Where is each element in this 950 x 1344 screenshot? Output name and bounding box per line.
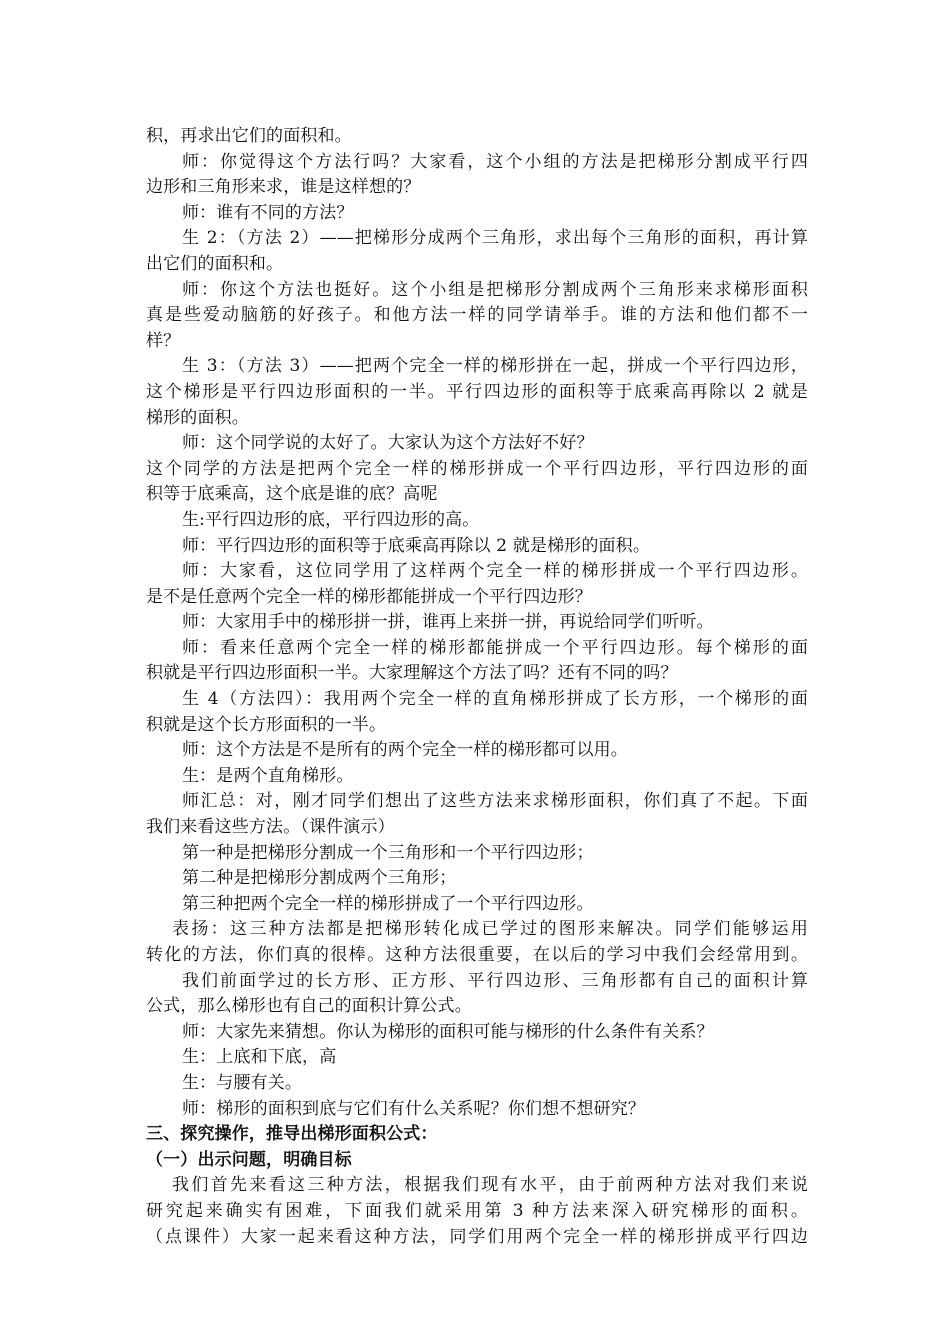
text-line: 样？ [146, 330, 181, 351]
text-line: 我们首先来看这三种方法，根据我们现有水平，由于前两种方法对我们来说 [172, 1175, 808, 1196]
text-line: 师：大家用手中的梯形拼一拼，谁再上来拼一拼，再说给同学们听听。 [182, 612, 714, 633]
text-line: 这个梯形是平行四边形面积的一半。平行四边形的面积等于底乘高再除以 2 就是 [146, 381, 808, 402]
text-line: 师：看来任意两个完全一样的梯形都能拼成一个平行四边形。每个梯形的面 [182, 637, 808, 658]
text-line: 真是些爱动脑筋的好孩子。和他方法一样的同学请举手。谁的方法和他们都不一 [146, 305, 808, 326]
text-line: 师：你觉得这个方法行吗？大家看，这个小组的方法是把梯形分割成平行四 [182, 151, 808, 172]
text-line: （点课件）大家一起来看这种方法，同学们用两个完全一样的梯形拼成平行四边 [146, 1226, 808, 1247]
text-line: 积等于底乘高，这个底是谁的底？高呢 [146, 484, 438, 505]
text-line: 出它们的面积和。 [146, 253, 284, 274]
text-line: 生：上底和下底，高 [182, 1047, 337, 1068]
text-line: 师：大家先来猜想。你认为梯形的面积可能与梯形的什么条件有关系？ [182, 1021, 714, 1042]
text-line: 研究起来确实有困难，下面我们就采用第 3 种方法来深入研究梯形的面积。 [146, 1200, 808, 1221]
text-line: 我们前面学过的长方形、正方形、平行四边形、三角形都有自己的面积计算 [182, 970, 808, 991]
text-line: 师：你这个方法也挺好。这个小组是把梯形分割成两个三角形来求梯形面积 [182, 279, 808, 300]
text-line: 表扬：这三种方法都是把梯形转化成已学过的图形来解决。同学们能够运用 [172, 919, 808, 940]
text-line: 第二种是把梯形分割成两个三角形； [182, 868, 457, 889]
text-line: 生:平行四边形的底，平行四边形的高。 [182, 509, 480, 530]
text-line: 边形和三角形来求，谁是这样想的？ [146, 177, 421, 198]
text-line: 转化的方法，你们真的很棒。这种方法很重要，在以后的学习中我们会经常用到。 [146, 945, 808, 965]
text-line: 生 2：（方法 2）——把梯形分成两个三角形，求出每个三角形的面积，再计算 [182, 228, 808, 249]
text-line: 积就是这个长方形面积的一半。 [146, 714, 387, 735]
text-line: 我们来看这些方法。（课件演示） [146, 817, 395, 838]
text-line: 生 3：（方法 3）——把两个完全一样的梯形拼在一起，拼成一个平行四边形， [182, 356, 808, 377]
text-line: 第一种是把梯形分割成一个三角形和一个平行四边形； [182, 842, 594, 863]
text-line: 积，再求出它们的面积和。 [146, 126, 352, 146]
section-heading: （一）出示问题，明确目标 [146, 1149, 352, 1170]
text-line: 第三种把两个完全一样的梯形拼成了一个平行四边形。 [182, 893, 594, 914]
text-line: 师：谁有不同的方法？ [182, 202, 354, 223]
text-line: 梯形的面积。 [146, 407, 249, 428]
text-line: 师汇总：对，刚才同学们想出了这些方法来求梯形面积，你们真了不起。下面 [182, 791, 808, 812]
text-line: 生：是两个直角梯形。 [182, 765, 354, 786]
text-line: 生：与腰有关。 [182, 1072, 303, 1093]
text-line: 积就是平行四边形面积一半。大家理解这个方法了吗？还有不同的吗？ [146, 663, 678, 684]
text-line: 这个同学的方法是把两个完全一样的梯形拼成一个平行四边形，平行四边形的面 [146, 458, 808, 479]
section-heading: 三、探究操作，推导出梯形面积公式： [146, 1124, 438, 1145]
text-line: 是不是任意两个完全一样的梯形都能拼成一个平行四边形？ [146, 586, 592, 607]
text-line: 师：大家看，这位同学用了这样两个完全一样的梯形拼成一个平行四边形。 [182, 561, 808, 582]
text-line: 师：这个方法是不是所有的两个完全一样的梯形都可以用。 [182, 740, 628, 761]
text-line: 生 4（方法四）：我用两个完全一样的直角梯形拼成了长方形，一个梯形的面 [182, 689, 808, 710]
text-line: 师：梯形的面积到底与它们有什么关系呢？你们想不想研究？ [182, 1098, 646, 1119]
text-line: 公式，那么梯形也有自己的面积计算公式。 [146, 996, 472, 1017]
text-line: 师：这个同学说的太好了。大家认为这个方法好不好？ [182, 433, 594, 454]
text-line: 师：平行四边形的面积等于底乘高再除以 2 就是梯形的面积。 [182, 535, 650, 556]
